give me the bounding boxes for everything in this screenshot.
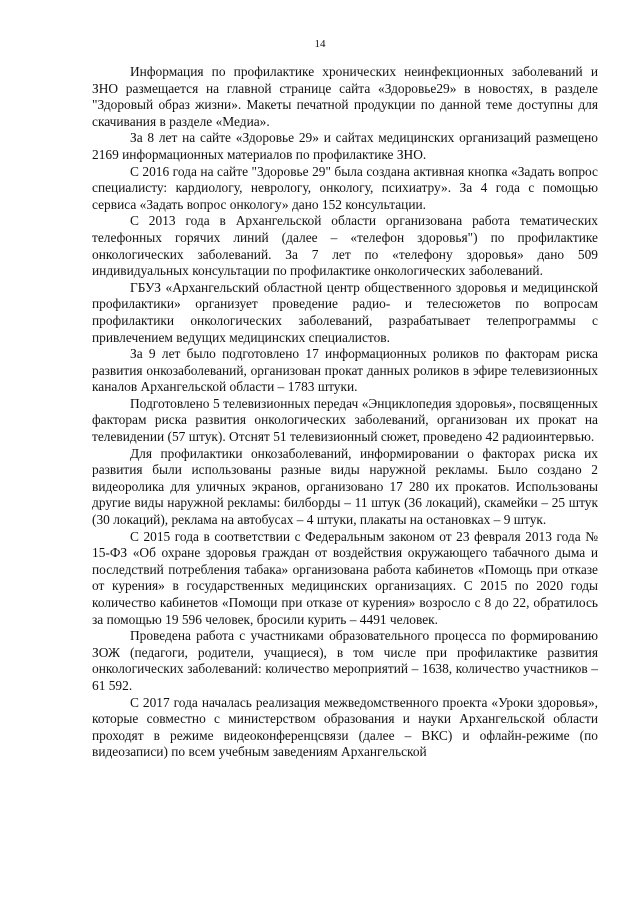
paragraph-education-work: Проведена работа с участниками образовательного процесса по формированию ЗОЖ (педагоги, родители, учащиеся), в том числе при профилактике развития онкологических заболеваний: количество мероприятий – 1638, количество участников – 61 592.	[92, 628, 598, 693]
paragraph-video-clips: За 9 лет было подготовлено 17 информационных роликов по факторам риска развития онкозаболеваний, организован прокат данных роликов в эфире телевизионных каналов Архангельской области – 1783 штуки.	[92, 346, 598, 395]
page-body	[92, 64, 598, 761]
paragraph-smoking-cessation: С 2015 года в соответствии с Федеральным законом от 23 февраля 2013 года № 15-ФЗ «Об охране здоровья граждан от воздействия окружающего табачного дыма и последствий потребления табака» организована работа кабинетов «Помощь при отказе от курения» в государственных медицинских организациях. С 2015 по 2020 годы количество кабинетов «Помощи при отказе от курения» возросло с 8 до 22, обратилось за помощью 19 596 человек, бросили курить – 4491 человек.	[92, 528, 598, 627]
paragraph-health-site-info: Информация по профилактике хронических неинфекционных заболеваний и ЗНО размещается на главной странице сайта «Здоровье29» в новостях, в разделе "Здоровый образ жизни». Макеты печатной продукции по данной теме доступны для скачивания в разделе «Медиа».	[92, 64, 598, 129]
paragraph-tv-shows: Подготовлено 5 телевизионных передач «Энциклопедия здоровья», посвященных факторам риска развития онкологических заболеваний, организован их прокат на телевидении (57 штук). Отснят 51 телевизионный сюжет, проведено 42 радиоинтервью.	[92, 395, 598, 445]
paragraph-media-programs: ГБУЗ «Архангельский областной центр общественного здоровья и медицинской профилактики» организует проведение радио- и телесюжетов по вопросам профилактики онкологических заболеваний, разрабатывает телепрограммы с привлечением ведущих медицинских специалистов.	[92, 279, 598, 345]
paragraph-site-materials: За 8 лет на сайте «Здоровье 29» и сайтах медицинских организаций размещено 2169 информационных материалов по профилактике ЗНО.	[92, 130, 598, 162]
paragraph-outdoor-ads: Для профилактики онкозаболеваний, информировании о факторах риска их развития были использованы разные виды наружной рекламы. Было создано 2 видеоролика для уличных экранов, организовано 17 280 их прокатов. Использованы другие виды наружной рекламы: билборды – 11 штук (36 локаций), скамейки – 25 штук (30 локаций), реклама на автобусах – 4 штуки, плакаты на остановках – 9 штук.	[92, 445, 598, 528]
paragraph-hotlines: С 2013 года в Архангельской области организована работа тематических телефонных горячих линий (далее – «телефон здоровья") по профилактике онкологических заболеваний. За 7 лет по «телефону здоровья» дано 509 индивидуальных консультации по профилактике онкологических заболеваний.	[92, 213, 598, 279]
paragraph-ask-specialist: С 2016 года на сайте "Здоровье 29" была создана активная кнопка «Задать вопрос специалисту: кардиологу, неврологу, онкологу, психиатру». За 4 года с помощью сервиса «Задать вопрос онкологу» дано 152 консультации.	[92, 163, 598, 212]
paragraph-health-lessons: С 2017 года началась реализация межведомственного проекта «Уроки здоровья», которые совместно с министерством образования и науки Архангельской области проходят в режиме видеоконференцсвязи (далее – ВКС) и офлайн-режиме (по видеозаписи) по всем учебным заведениям Архангельской	[92, 694, 598, 760]
page-number: 14	[314, 38, 326, 50]
